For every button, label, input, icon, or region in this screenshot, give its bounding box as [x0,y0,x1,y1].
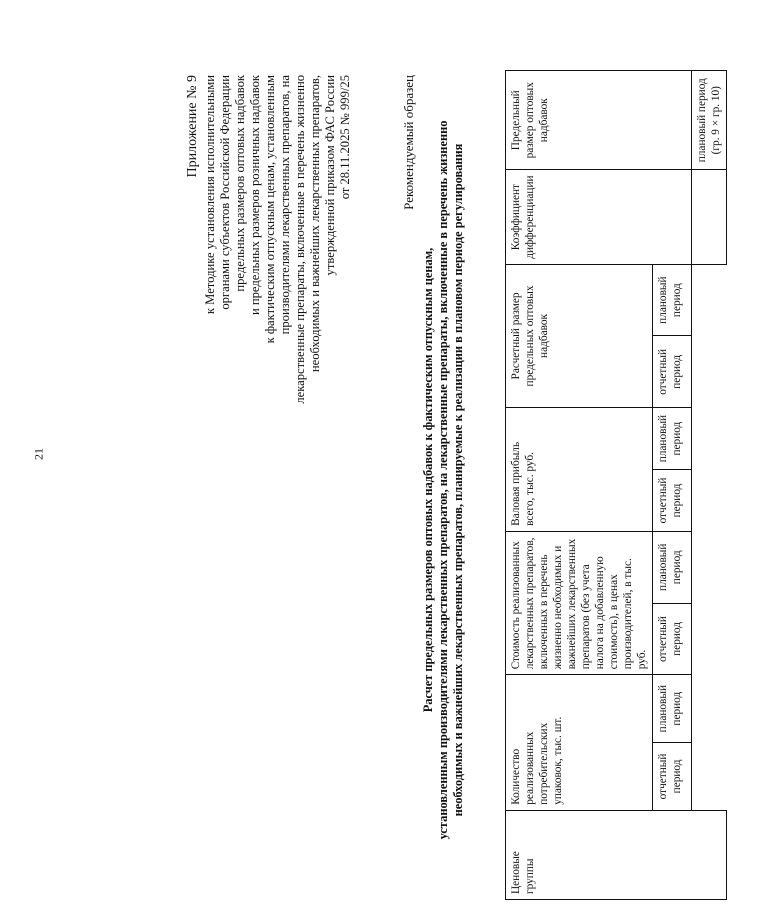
blank-cell [692,264,727,810]
page-number: 21 [31,448,46,460]
subheader-limit-formula: плановый период (гр. 9 × гр. 10) [692,71,727,170]
title-line: установленным производителями лекарственных препаратов, на лекарственные препараты, включенные в перечень жизненно [436,120,450,840]
header-cost: Стоимость реализованных лекарственных препаратов, включенных в перечень жизненно необходимых и важнейших лекарственных препаратов (без учета налога на добавленную стоимость), в ценах производителей, в тыс. руб. [506,531,653,674]
appendix-line: к Методике установления исполнительными [203,75,217,315]
subheader-planned: плановый период [653,408,692,470]
appendix-line: производителями лекарственных препаратов, на [278,75,292,335]
subheader-reporting: отчетный период [653,336,692,408]
subheader-planned: плановый период [653,264,692,336]
appendix-line: лекарственные препараты, включенные в перечень жизненно [293,75,307,404]
appendix-line: и предельных размеров розничных надбавок [248,75,262,315]
subheader-reporting: отчетный период [653,743,692,811]
title-line: Расчет предельных размеров оптовых надбавок к фактическим отпускным ценам, [421,247,435,713]
subheader-planned: плановый период [653,531,692,603]
calculation-table [505,70,727,900]
document-title [421,55,466,905]
appendix-line: предельных размеров оптовых надбавок [233,75,247,292]
header-gross-profit: Валовая прибыль всего, тыс. руб. [506,408,653,532]
header-quantity: Количество реализованных потребительских упаковок, тыс. шт. [506,675,653,811]
appendix-line: утвержденной приказом ФАС России [323,75,337,276]
appendix-line: органами субъектов Российской Федерации [218,75,232,310]
recommended-sample-label: Рекомендуемый образец [401,75,416,210]
header-coefficient: Коэффициент дифференциации [506,170,692,264]
title-line: необходимых и важнейших лекарственных препаратов, планируемые к реализации в плановом периоде регулирования [451,143,465,817]
appendix-number: Приложение № 9 [185,75,200,178]
subheader-reporting: отчетный период [653,603,692,675]
landscape-page [185,55,765,905]
header-limit-size: Предельный размер оптовых надбавок [506,71,692,170]
blank-cell [692,170,727,264]
appendix-line: к фактическим отпускным ценам, установленным [263,75,277,344]
header-price-groups: Ценовые группы [506,810,727,899]
header-calc-size: Расчетный размер предельных оптовых надбавок [506,264,653,407]
appendix-header [185,75,353,455]
appendix-line: необходимых и важнейших лекарственных препаратов, [308,75,322,373]
subheader-planned: плановый период [653,675,692,743]
appendix-line: от 28.11.2025 № 999/25 [338,75,352,200]
subheader-reporting: отчетный период [653,470,692,532]
